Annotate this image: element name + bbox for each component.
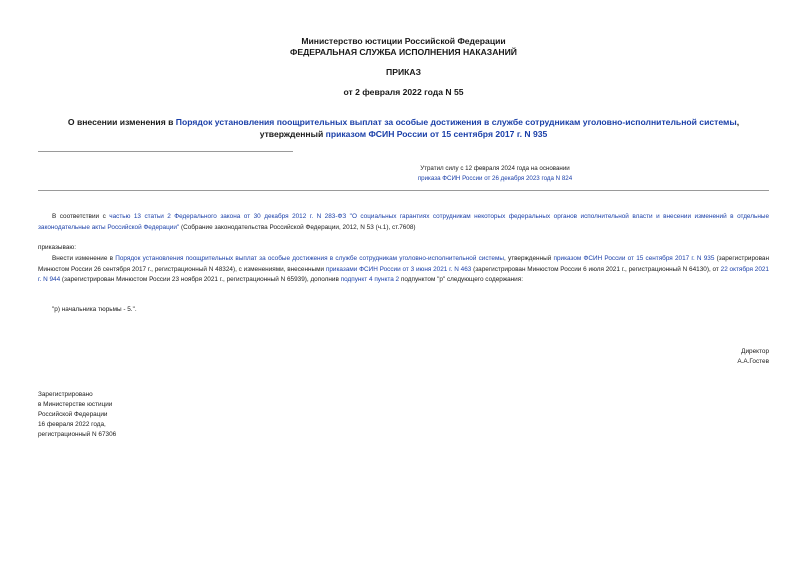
registration-line-4: 16 февраля 2022 года, [38, 421, 106, 428]
registration-line-3: Российской Федерации [38, 411, 108, 418]
registration-line-1: Зарегистрировано [38, 391, 93, 398]
inserted-text: "р) начальника тюрьмы - 5.". [52, 306, 137, 313]
change-link-order-935[interactable]: приказом ФСИН России от 15 сентября 2017 г. N 935 [553, 255, 715, 262]
change-text-2: , утвержденный [503, 255, 554, 262]
registration-line-2: в Министерстве юстиции [38, 401, 113, 408]
title-mid: , утвержденный [259, 117, 740, 139]
orders-word: приказываю: [38, 244, 76, 251]
basis-text-1: В соответствии с [52, 213, 110, 220]
title-prefix: О внесении изменения в [67, 117, 176, 127]
change-text-1: Внести изменение в [52, 255, 116, 262]
signature-block [737, 347, 769, 367]
change-link-procedure[interactable]: Порядок установления поощрительных выплат за особые достижения в службе сотрудникам уголовно-исполнительной системы [115, 255, 504, 262]
status-note-text: Утратил силу с 12 февраля 2024 года на основании [420, 165, 570, 172]
document-type: ПРИКАЗ [386, 67, 421, 77]
signatory-name: А.А.Гостев [737, 358, 769, 365]
change-text-5: (зарегистрирован Минюстом России 23 ноября 2021 г., регистрационный N 65939), дополнив [60, 276, 341, 283]
ministry-name: Министерство юстиции Российской Федерации [301, 36, 506, 46]
service-name: ФЕДЕРАЛЬНАЯ СЛУЖБА ИСПОЛНЕНИЯ НАКАЗАНИЙ [290, 47, 517, 57]
basis-paragraph [38, 212, 769, 233]
change-text-4: (зарегистрирован Минюстом России 6 июля 2021 г., регистрационный N 64130), от [471, 265, 721, 273]
change-paragraph [38, 254, 769, 286]
change-link-subpoint[interactable]: подпункт 4 пункта 2 [340, 276, 400, 283]
status-note [250, 164, 740, 184]
change-link-order-944[interactable]: 22 октября 2021 г. N 944 [38, 265, 769, 283]
document-title [40, 116, 767, 140]
change-link-order-463[interactable]: приказами ФСИН России от 3 июня 2021 г. N 463 [325, 265, 472, 273]
change-text-3: (зарегистрирован Минюстом России 26 сентября 2017 г., регистрационный N 48324), с изменениями, внесенными [38, 255, 769, 273]
registration-line-5: регистрационный N 67306 [38, 431, 117, 438]
document-date-number: от 2 февраля 2022 года N 55 [343, 87, 464, 97]
basis-text-2: (Собрание законодательства Российской Федерации, 2012, N 53 (ч.1), ст.7608) [179, 223, 416, 231]
title-link-order-935[interactable]: приказом ФСИН России от 15 сентября 2017 г. N 935 [325, 129, 548, 139]
signatory-position: Директор [741, 348, 769, 355]
title-link-procedure[interactable]: Порядок установления поощрительных выплат за особые достижения в службе сотрудникам уголовно-исполнительной системы [175, 117, 737, 127]
basis-link-federal-law[interactable]: частью 13 статьи 2 Федерального закона от 30 декабря 2012 г. N 283-ФЗ "О социальных гарантиях сотрудникам некоторых федеральных органов исполнительной власти и внесении изменений в отдельные законодательные акты Российской Федерации" [38, 213, 769, 231]
status-note-link[interactable]: приказа ФСИН России от 26 декабря 2023 года N 824 [417, 175, 573, 182]
divider-short [38, 151, 293, 152]
divider-full [38, 190, 769, 191]
change-text-6: подпунктом "р" следующего содержания: [399, 276, 523, 283]
registration-block [38, 390, 116, 440]
